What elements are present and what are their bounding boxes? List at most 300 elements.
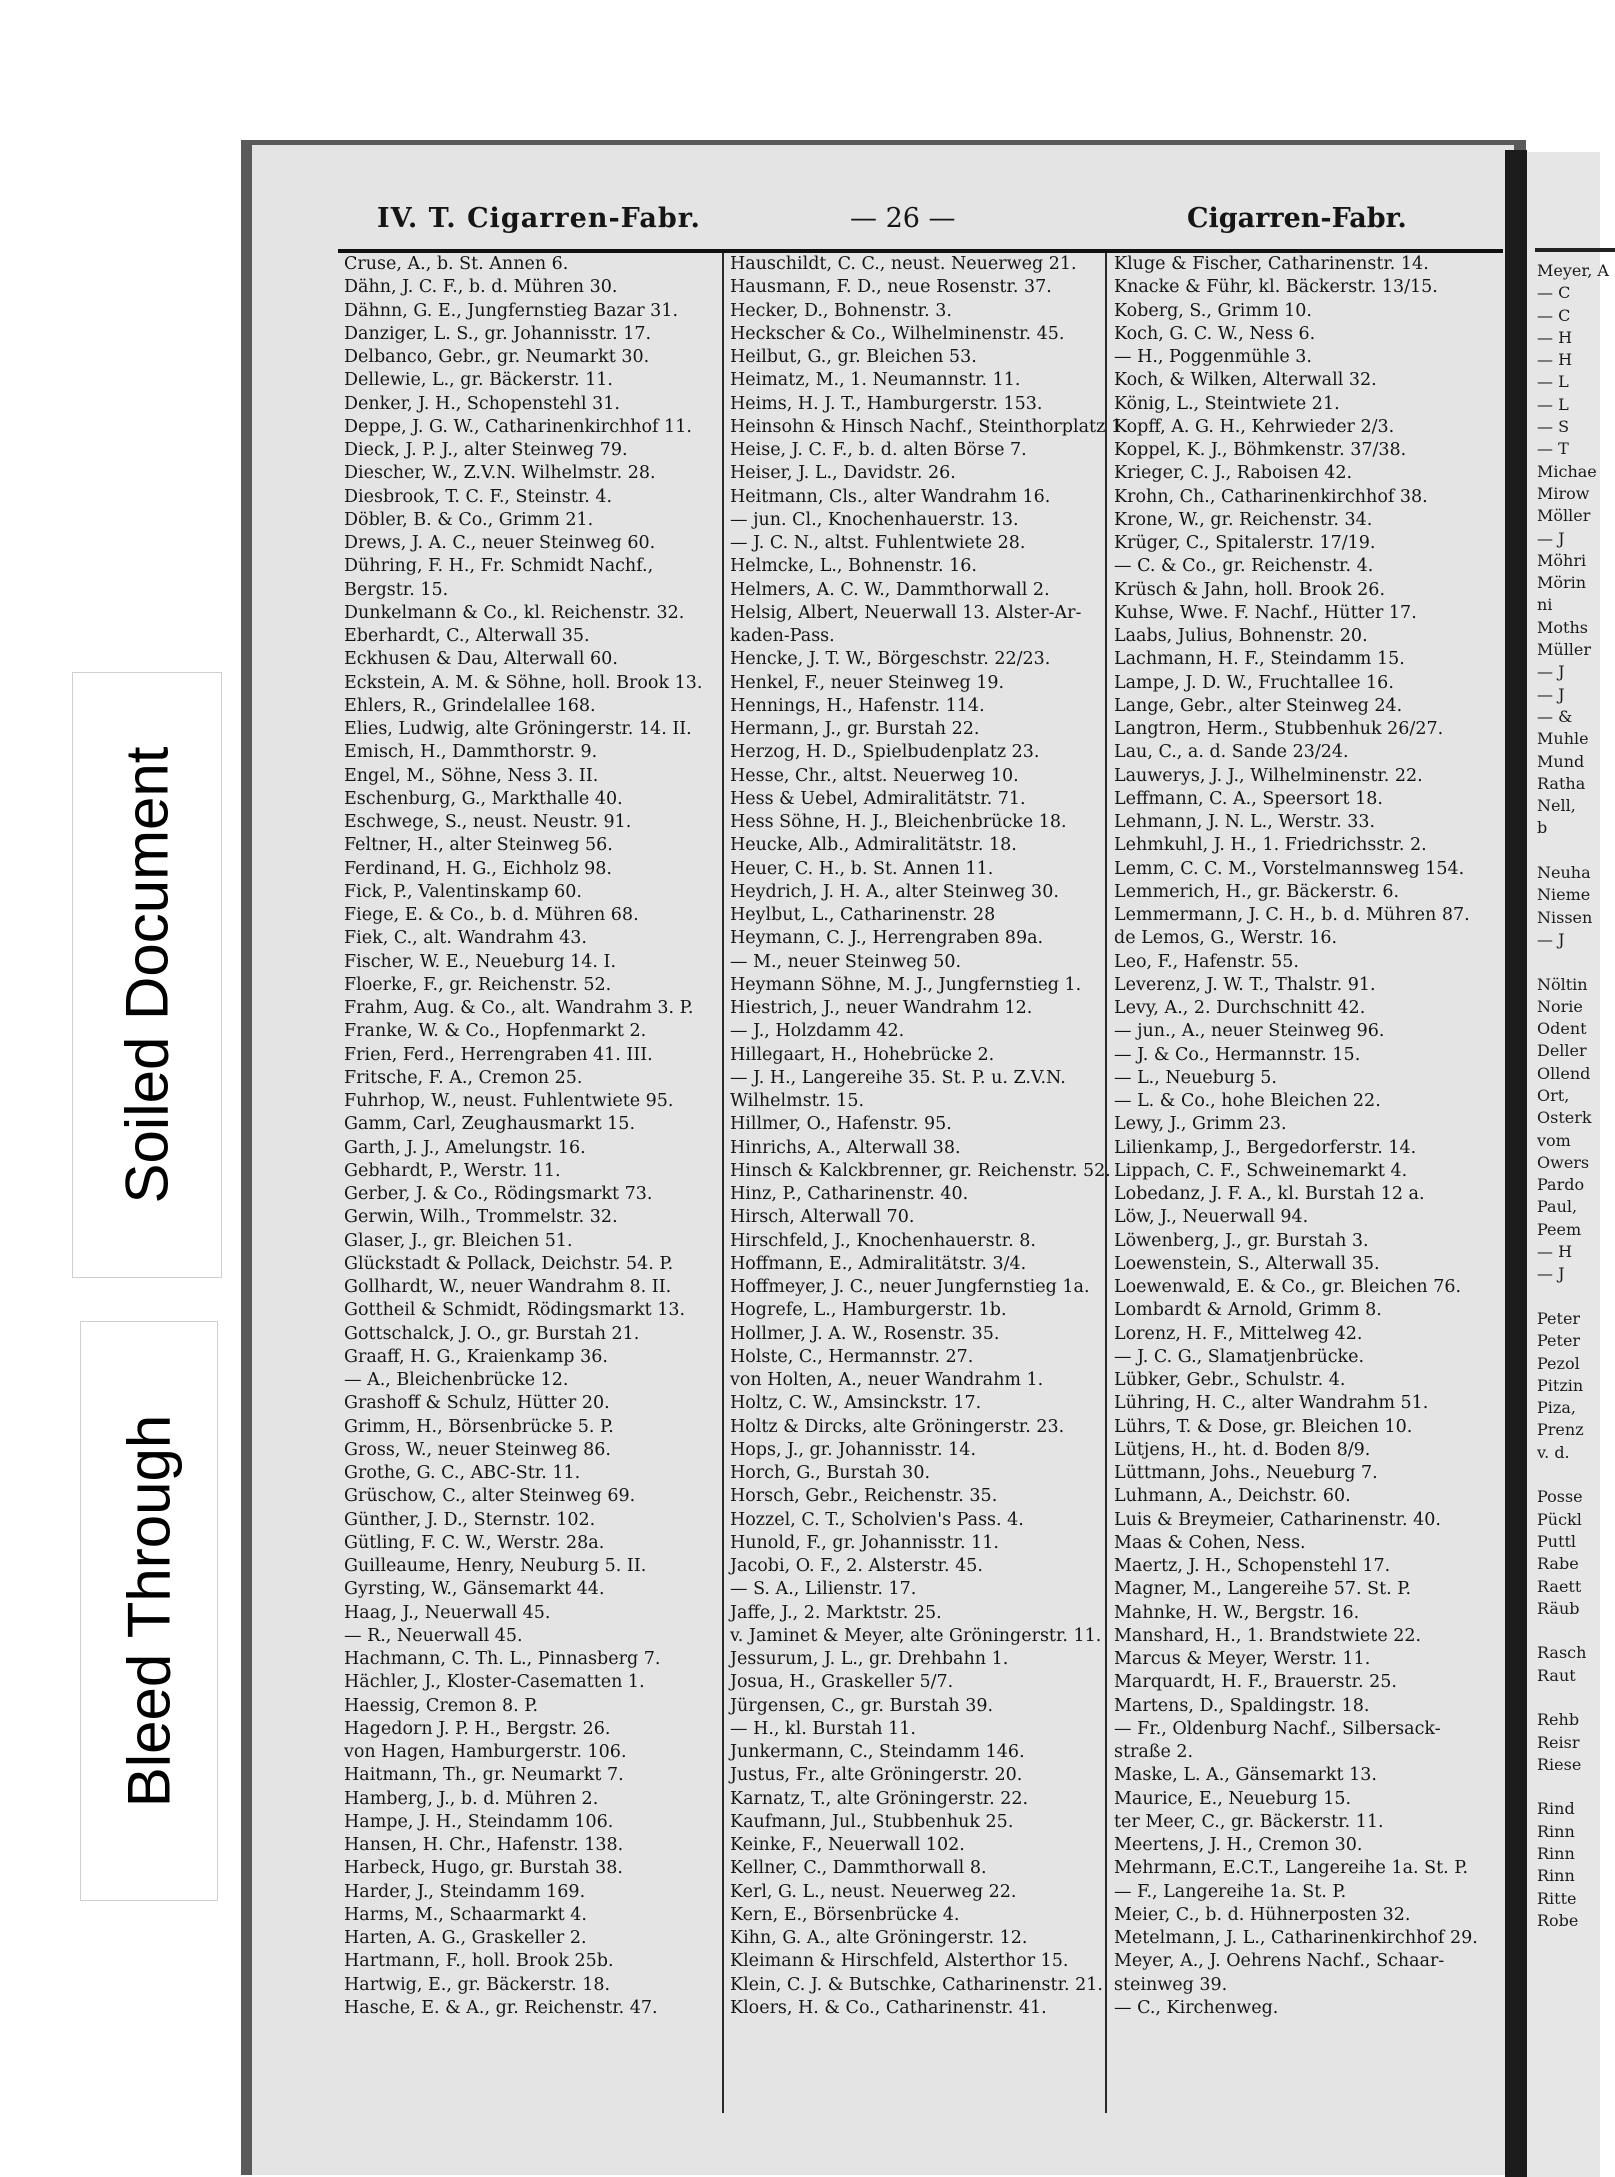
book-page	[252, 145, 1514, 2175]
directory-entry: Haessig, Cremon 8. P.	[344, 1695, 539, 1716]
adjacent-page-entry: Odent	[1537, 1019, 1587, 1039]
adjacent-page-entry: Rinn	[1537, 1844, 1575, 1864]
directory-entry: Marcus & Meyer, Werstr. 11.	[1114, 1649, 1371, 1669]
directory-entry: Heucke, Alb., Admiralitätstr. 18.	[730, 835, 1017, 856]
directory-entry: Lemmerich, H., gr. Bäckerstr. 6.	[1114, 881, 1400, 902]
adjacent-page-entry: Moths	[1537, 617, 1588, 637]
directory-entry: Kluge & Fischer, Catharinenstr. 14.	[1114, 254, 1429, 274]
directory-entry: Hops, J., gr. Johannisstr. 14.	[730, 1439, 977, 1460]
directory-entry: Lachmann, H. F., Steindamm 15.	[1114, 649, 1405, 670]
directory-entry: Wilhelmstr. 15.	[730, 1091, 865, 1111]
directory-entry: Frahm, Aug. & Co., alt. Wandrahm 3. P.	[344, 998, 694, 1018]
adjacent-page-rule	[1535, 248, 1615, 252]
adjacent-page-entry: — L	[1537, 372, 1569, 392]
directory-entry: Hoffmeyer, J. C., neuer Jungfernstieg 1a.	[730, 1277, 1090, 1297]
directory-entry: — L. & Co., hohe Bleichen 22.	[1114, 1091, 1381, 1111]
directory-entry: Hinz, P., Catharinenstr. 40.	[730, 1184, 969, 1204]
directory-entry: Kleimann & Hirschfeld, Alsterthor 15.	[730, 1951, 1069, 1972]
adjacent-page-entry: Puttl	[1537, 1531, 1577, 1551]
directory-entry: Holste, C., Hermannstr. 27.	[730, 1346, 974, 1367]
adjacent-page-entry: — H	[1537, 327, 1573, 347]
directory-entry: Hillmer, O., Hafenstr. 95.	[730, 1114, 952, 1135]
directory-entry: Lemmermann, J. C. H., b. d. Mühren 87.	[1114, 905, 1470, 925]
directory-entry: — J. C. N., altst. Fuhlentwiete 28.	[730, 533, 1026, 553]
directory-entry: Koch, G. C. W., Ness 6.	[1114, 323, 1316, 344]
directory-entry: Delbanco, Gebr., gr. Neumarkt 30.	[344, 347, 650, 367]
directory-entry: Lilienkamp, J., Bergedorferstr. 14.	[1114, 1137, 1417, 1158]
directory-entry: Helmcke, L., Bohnenstr. 16.	[730, 556, 977, 577]
adjacent-page-entry	[1537, 1687, 1607, 1709]
directory-entry: Meier, C., b. d. Hühnerposten 32.	[1114, 1904, 1411, 1925]
directory-entry: — F., Langereihe 1a. St. P.	[1114, 1881, 1347, 1902]
directory-entry: Heise, J. C. F., b. d. alten Börse 7.	[730, 440, 1027, 460]
adjacent-page-entry: Osterk	[1537, 1108, 1592, 1128]
directory-entry: Mehrmann, E.C.T., Langereihe 1a. St. P.	[1114, 1858, 1469, 1879]
adjacent-page-entry: — J	[1537, 528, 1565, 548]
adjacent-page-entry: Piza,	[1537, 1398, 1576, 1418]
directory-entry: Gamm, Carl, Zeughausmarkt 15.	[344, 1114, 636, 1135]
directory-entry: Gyrsting, W., Gänsemarkt 44.	[344, 1579, 605, 1600]
adjacent-page-entry: vom	[1537, 1130, 1571, 1150]
directory-entry: Dunkelmann & Co., kl. Reichenstr. 32.	[344, 602, 685, 623]
directory-entry: Gerwin, Wilh., Trommelstr. 32.	[344, 1207, 618, 1228]
adjacent-page-entry: — J	[1537, 684, 1565, 704]
adjacent-page-entry: Owers	[1537, 1152, 1590, 1172]
directory-entry: Hiestrich, J., neuer Wandrahm 12.	[730, 998, 1033, 1018]
directory-entry: — C. & Co., gr. Reichenstr. 4.	[1114, 556, 1374, 577]
directory-entry: Krüger, C., Spitalerstr. 17/19.	[1114, 533, 1376, 553]
directory-entry: Hirsch, Alterwall 70.	[730, 1207, 915, 1228]
directory-entry: Jacobi, O. F., 2. Alsterstr. 45.	[730, 1556, 983, 1576]
directory-entry: — M., neuer Steinweg 50.	[730, 951, 962, 972]
adjacent-page-entry	[1537, 1776, 1607, 1798]
directory-entry: Graaff, H. G., Kraienkamp 36.	[344, 1346, 608, 1367]
directory-entry: Hermann, J., gr. Burstah 22.	[730, 719, 980, 739]
directory-entry: Hinsch & Kalckbrenner, gr. Reichenstr. 52.	[730, 1160, 1111, 1181]
directory-column-1	[344, 253, 724, 2020]
directory-entry: — J. & Co., Hermannstr. 15.	[1114, 1044, 1361, 1065]
directory-entry: Fick, P., Valentinskamp 60.	[344, 881, 582, 902]
directory-entry: Hasche, E. & A., gr. Reichenstr. 47.	[344, 1997, 658, 2018]
directory-entry: Kaufmann, Jul., Stubbenhuk 25.	[730, 1811, 1014, 1832]
adjacent-page-entry	[1537, 1464, 1607, 1486]
directory-entry: Heymann, C. J., Herrengraben 89a.	[730, 928, 1044, 949]
directory-entry: Lippach, C. F., Schweinemarkt 4.	[1114, 1160, 1408, 1181]
adjacent-page-entry: Ort,	[1537, 1085, 1570, 1105]
directory-entry: Karnatz, T., alte Gröningerstr. 22.	[730, 1788, 1029, 1809]
adjacent-page	[1527, 152, 1609, 2177]
directory-entry: Krohn, Ch., Catharinenkirchhof 38.	[1114, 486, 1428, 507]
directory-entry: Heitmann, Cls., alter Wandrahm 16.	[730, 486, 1051, 507]
adjacent-page-entry: — &	[1537, 706, 1573, 726]
directory-entry: Bergstr. 15.	[344, 579, 449, 600]
directory-entry: Lübker, Gebr., Schulstr. 4.	[1114, 1370, 1346, 1390]
directory-entry: v. Jaminet & Meyer, alte Gröningerstr. 11.	[730, 1625, 1102, 1646]
directory-entry: Gottschalck, J. O., gr. Burstah 21.	[344, 1323, 640, 1344]
header-section-title: IV. T. Cigarren-Fabr.	[377, 203, 701, 234]
directory-entry: Kerl, G. L., neust. Neuerweg 22.	[730, 1881, 1017, 1902]
adjacent-page-entry: ni	[1537, 595, 1553, 615]
adjacent-page-entry: Michae	[1537, 461, 1597, 481]
directory-entry: Ferdinand, H. G., Eichholz 98.	[344, 858, 612, 879]
directory-entry: Drews, J. A. C., neuer Steinweg 60.	[344, 533, 656, 553]
directory-entry: — Fr., Oldenburg Nachf., Silbersack-	[1114, 1718, 1441, 1739]
directory-entry: Deppe, J. G. W., Catharinenkirchhof 11.	[344, 416, 692, 437]
directory-entry: Engel, M., Söhne, Ness 3. II.	[344, 765, 599, 786]
directory-entry: Helsig, Albert, Neuerwall 13. Alster-Ar-	[730, 602, 1082, 623]
directory-entry: Langtron, Herm., Stubbenhuk 26/27.	[1114, 719, 1444, 739]
directory-entry: Diescher, W., Z.V.N. Wilhelmstr. 28.	[344, 463, 656, 484]
adjacent-page-entry: Ollend	[1537, 1063, 1591, 1083]
directory-entry: Josua, H., Graskeller 5/7.	[730, 1672, 954, 1693]
adjacent-page-entry: Meyer, A	[1537, 261, 1609, 280]
directory-entry: Lampe, J. D. W., Fruchtallee 16.	[1114, 672, 1394, 693]
directory-entry: Lange, Gebr., alter Steinweg 24.	[1114, 695, 1403, 716]
directory-entry: Hoffmann, E., Admiralitätstr. 3/4.	[730, 1253, 1027, 1274]
adjacent-page-entry: Pezol	[1537, 1353, 1580, 1373]
directory-entry: Hesse, Chr., altst. Neuerweg 10.	[730, 765, 1019, 786]
adjacent-page-entry: Rind	[1537, 1799, 1575, 1819]
directory-entry: Lehmann, J. N. L., Werstr. 33.	[1114, 812, 1376, 832]
directory-entry: Döbler, B. & Co., Grimm 21.	[344, 509, 594, 530]
directory-entry: Meyer, A., J. Oehrens Nachf., Schaar-	[1114, 1951, 1445, 1972]
directory-entry: Hansen, H. Chr., Hafenstr. 138.	[344, 1835, 624, 1855]
directory-entry: Hess Söhne, H. J., Bleichenbrücke 18.	[730, 812, 1067, 832]
directory-entry: Heimatz, M., 1. Neumannstr. 11.	[730, 370, 1021, 391]
directory-entry: Lührs, T. & Dose, gr. Bleichen 10.	[1114, 1416, 1413, 1437]
directory-entry: Grimm, H., Börsenbrücke 5. P.	[344, 1416, 614, 1437]
soiled-document-label	[72, 672, 222, 1278]
directory-entry: — J. C. G., Slamatjenbrücke.	[1114, 1346, 1365, 1367]
adjacent-page-entry	[1537, 1620, 1607, 1642]
directory-entry: Haitmann, Th., gr. Neumarkt 7.	[344, 1765, 624, 1786]
directory-entry: Mahnke, H. W., Bergstr. 16.	[1114, 1602, 1360, 1623]
directory-entry: Gütling, F. C. W., Werstr. 28a.	[344, 1532, 605, 1553]
directory-entry: Grothe, G. C., ABC-Str. 11.	[344, 1463, 581, 1483]
directory-entry: Dühring, F. H., Fr. Schmidt Nachf.,	[344, 556, 654, 577]
directory-entry: Koch, & Wilken, Alterwall 32.	[1114, 370, 1377, 391]
directory-entry: Koppel, K. J., Böhmkenstr. 37/38.	[1114, 440, 1407, 460]
adjacent-page-entry: Raut	[1537, 1665, 1576, 1685]
directory-entry: Guilleaume, Henry, Neuburg 5. II.	[344, 1556, 647, 1576]
directory-entry: Löwenberg, J., gr. Burstah 3.	[1114, 1230, 1369, 1251]
directory-entry: Grashoff & Schulz, Hütter 20.	[344, 1393, 610, 1414]
directory-entry: Fuhrhop, W., neust. Fuhlentwiete 95.	[344, 1091, 674, 1111]
directory-entry: Maertz, J. H., Schopenstehl 17.	[1114, 1556, 1391, 1576]
adjacent-page-entry: — J	[1537, 929, 1565, 949]
directory-entry: Knacke & Führ, kl. Bäckerstr. 13/15.	[1114, 277, 1438, 298]
directory-entry: Kern, E., Börsenbrücke 4.	[730, 1904, 960, 1925]
directory-entry: Eckstein, A. M. & Söhne, holl. Brook 13.	[344, 672, 703, 693]
directory-entry: Hogrefe, L., Hamburgerstr. 1b.	[730, 1300, 1007, 1321]
directory-entry: Danziger, L. S., gr. Johannisstr. 17.	[344, 323, 652, 344]
directory-entry: Krüsch & Jahn, holl. Brook 26.	[1114, 579, 1386, 600]
directory-entry: Holtz & Dircks, alte Gröningerstr. 23.	[730, 1416, 1065, 1437]
directory-entry: Metelmann, J. L., Catharinenkirchhof 29.	[1114, 1928, 1478, 1948]
directory-entry: Justus, Fr., alte Gröningerstr. 20.	[730, 1765, 1023, 1786]
directory-entry: Hennings, H., Hafenstr. 114.	[730, 695, 985, 716]
adjacent-page-entry: Raett	[1537, 1576, 1582, 1596]
adjacent-page-entry: Ritte	[1537, 1888, 1577, 1908]
adjacent-page-entry: — C	[1537, 283, 1571, 303]
directory-entry: Harten, A. G., Graskeller 2.	[344, 1928, 587, 1948]
directory-entry: Heims, H. J. T., Hamburgerstr. 153.	[730, 393, 1043, 414]
directory-entry: Fiege, E. & Co., b. d. Mühren 68.	[344, 905, 639, 925]
adjacent-page-entry: Nieme	[1537, 885, 1591, 905]
directory-entry: Hunold, F., gr. Johannisstr. 11.	[730, 1532, 999, 1553]
directory-entry: König, L., Steintwiete 21.	[1114, 393, 1340, 414]
directory-entry: Eckhusen & Dau, Alterwall 60.	[344, 649, 618, 670]
directory-entry: — L., Neueburg 5.	[1114, 1067, 1277, 1088]
directory-entry: Loewenstein, S., Alterwall 35.	[1114, 1253, 1380, 1274]
directory-entry: Kihn, G. A., alte Gröningerstr. 12.	[730, 1928, 1028, 1948]
directory-entry: Hess & Uebel, Admiralitätstr. 71.	[730, 788, 1026, 809]
directory-entry: Gottheil & Schmidt, Rödingsmarkt 13.	[344, 1300, 686, 1321]
directory-entry: Gebhardt, P., Werstr. 11.	[344, 1160, 561, 1181]
directory-entry: Hachmann, C. Th. L., Pinnasberg 7.	[344, 1649, 661, 1669]
adjacent-page-entry: b	[1537, 818, 1548, 838]
directory-entry: Luhmann, A., Deichstr. 60.	[1114, 1486, 1351, 1507]
directory-entry: Eschenburg, G., Markthalle 40.	[344, 788, 623, 809]
adjacent-page-entry: Pitzin	[1537, 1375, 1584, 1395]
directory-entry: Hecker, D., Bohnenstr. 3.	[730, 300, 952, 321]
adjacent-page-entry: Rabe	[1537, 1554, 1579, 1574]
directory-entry: Hausmann, F. D., neue Rosenstr. 37.	[730, 277, 1052, 298]
adjacent-page-entry	[1537, 840, 1607, 862]
adjacent-page-entry: Deller	[1537, 1041, 1587, 1061]
directory-entry: — jun., A., neuer Steinweg 96.	[1114, 1021, 1385, 1042]
directory-entry: Krieger, C. J., Raboisen 42.	[1114, 463, 1353, 484]
directory-entry: Gollhardt, W., neuer Wandrahm 8. II.	[344, 1277, 672, 1297]
directory-entry: Magner, M., Langereihe 57. St. P.	[1114, 1579, 1412, 1600]
directory-entry: Floerke, F., gr. Reichenstr. 52.	[344, 974, 612, 995]
adjacent-page-entry: Muhle	[1537, 729, 1589, 749]
directory-entry: Junkermann, C., Steindamm 146.	[730, 1742, 1025, 1762]
directory-entry: steinweg 39.	[1114, 1974, 1228, 1995]
directory-entry: Kuhse, Wwe. F. Nachf., Hütter 17.	[1114, 602, 1417, 623]
adjacent-page-entry: — H	[1537, 350, 1573, 370]
adjacent-page-entry: Rehb	[1537, 1710, 1580, 1730]
directory-entry: Horsch, Gebr., Reichenstr. 35.	[730, 1486, 998, 1507]
directory-entry: Haag, J., Neuerwall 45.	[344, 1602, 551, 1623]
directory-entry: Emisch, H., Dammthorstr. 9.	[344, 742, 598, 763]
directory-entry: Jürgensen, C., gr. Burstah 39.	[730, 1695, 994, 1716]
bleed-through-label	[80, 1321, 218, 1901]
adjacent-page-entry: — L	[1537, 394, 1569, 414]
directory-entry: Ehlers, R., Grindelallee 168.	[344, 695, 596, 716]
directory-entry: Horch, G., Burstah 30.	[730, 1463, 931, 1483]
directory-entry: Henkel, F., neuer Steinweg 19.	[730, 672, 1005, 693]
adjacent-page-entry: Ratha	[1537, 773, 1586, 793]
directory-entry: Luis & Breymeier, Catharinenstr. 40.	[1114, 1509, 1441, 1530]
adjacent-page-entry: Peem	[1537, 1219, 1582, 1239]
directory-entry: Manshard, H., 1. Brandstwiete 22.	[1114, 1625, 1422, 1646]
directory-entry: Fischer, W. E., Neueburg 14. I.	[344, 951, 617, 972]
directory-entry: Jessurum, J. L., gr. Drehbahn 1.	[730, 1649, 1009, 1669]
adjacent-page-entry: — C	[1537, 305, 1571, 325]
directory-entry: Heckscher & Co., Wilhelminenstr. 45.	[730, 323, 1065, 344]
page-binding-edge	[1505, 150, 1527, 2177]
adjacent-page-entry: Nell,	[1537, 796, 1576, 816]
directory-entry: Kellner, C., Dammthorwall 8.	[730, 1858, 987, 1879]
header-running-title: Cigarren-Fabr.	[1187, 203, 1407, 234]
directory-entry: Hächler, J., Kloster-Casematten 1.	[344, 1672, 645, 1693]
directory-entry: kaden-Pass.	[730, 626, 835, 646]
directory-entry: Glaser, J., gr. Bleichen 51.	[344, 1230, 573, 1251]
directory-entry: Heylbut, L., Catharinenstr. 28	[730, 905, 996, 925]
directory-entry: Dähnn, G. E., Jungfernstieg Bazar 31.	[344, 300, 679, 321]
directory-entry: Fiek, C., alt. Wandrahm 43.	[344, 928, 587, 949]
directory-entry: Kopff, A. G. H., Kehrwieder 2/3.	[1114, 416, 1395, 437]
adjacent-page-entry: Prenz	[1537, 1420, 1584, 1440]
directory-entry: ter Meer, C., gr. Bäckerstr. 11.	[1114, 1811, 1384, 1832]
adjacent-page-entry: Peter	[1537, 1331, 1581, 1351]
directory-entry: Eberhardt, C., Alterwall 35.	[344, 626, 590, 646]
adjacent-page-entry: — T	[1537, 439, 1569, 459]
directory-entry: Koberg, S., Grimm 10.	[1114, 300, 1312, 321]
directory-entry: von Holten, A., neuer Wandrahm 1.	[730, 1370, 1044, 1390]
directory-entry: Heinsohn & Hinsch Nachf., Steinthorplatz 1.	[730, 416, 1128, 437]
directory-entry: Denker, J. H., Schopenstehl 31.	[344, 393, 620, 414]
directory-entry: Grüschow, C., alter Steinweg 69.	[344, 1486, 636, 1507]
directory-entry: — J. H., Langereihe 35. St. P. u. Z.V.N.	[730, 1067, 1066, 1088]
adjacent-page-entry: Neuha	[1537, 863, 1591, 883]
directory-entry: Lüttmann, Johs., Neueburg 7.	[1114, 1463, 1378, 1483]
adjacent-page-entry: Räub	[1537, 1598, 1580, 1618]
directory-entry: Fritsche, F. A., Cremon 25.	[344, 1067, 583, 1088]
directory-entry: Hollmer, J. A. W., Rosenstr. 35.	[730, 1323, 1000, 1344]
adjacent-page-entry: Pardo	[1537, 1175, 1585, 1195]
directory-entry: Lauwerys, J. J., Wilhelminenstr. 22.	[1114, 765, 1423, 786]
adjacent-page-entry: Mirow	[1537, 483, 1590, 503]
directory-entry: Maurice, E., Neueburg 15.	[1114, 1788, 1352, 1809]
adjacent-page-entry: — J	[1537, 662, 1565, 682]
adjacent-page-entry: Rinn	[1537, 1821, 1575, 1841]
directory-entry: — J., Holzdamm 42.	[730, 1021, 905, 1042]
directory-entry: Krone, W., gr. Reichenstr. 34.	[1114, 509, 1373, 530]
directory-entry: Keinke, F., Neuerwall 102.	[730, 1835, 965, 1855]
directory-entry: — C., Kirchenweg.	[1114, 1997, 1279, 2018]
directory-entry: Lühring, H. C., alter Wandrahm 51.	[1114, 1393, 1429, 1414]
directory-entry: Hencke, J. T. W., Börgeschstr. 22/23.	[730, 649, 1051, 670]
adjacent-page-entry: Rasch	[1537, 1643, 1587, 1663]
directory-entry: Löw, J., Neuerwall 94.	[1114, 1207, 1309, 1228]
directory-entry: Hampe, J. H., Steindamm 106.	[344, 1811, 614, 1832]
directory-entry: Hozzel, C. T., Scholvien's Pass. 4.	[730, 1509, 1024, 1530]
directory-entry: Marquardt, H. F., Brauerstr. 25.	[1114, 1672, 1397, 1693]
directory-entry: Maas & Cohen, Ness.	[1114, 1532, 1306, 1553]
directory-entry: Harbeck, Hugo, gr. Burstah 38.	[344, 1858, 623, 1879]
directory-entry: Helmers, A. C. W., Dammthorwall 2.	[730, 579, 1050, 600]
directory-entry: Hillegaart, H., Hohebrücke 2.	[730, 1044, 995, 1065]
directory-entry: Dellewie, L., gr. Bäckerstr. 11.	[344, 370, 613, 391]
directory-entry: — R., Neuerwall 45.	[344, 1625, 523, 1646]
directory-entry: Heymann Söhne, M. J., Jungfernstieg 1.	[730, 974, 1082, 995]
directory-entry: Heiser, J. L., Davidstr. 26.	[730, 463, 956, 484]
directory-entry: straße 2.	[1114, 1742, 1194, 1762]
directory-entry: Frien, Ferd., Herrengraben 41. III.	[344, 1044, 653, 1065]
directory-entry: Franke, W. & Co., Hopfenmarkt 2.	[344, 1021, 647, 1042]
directory-entry: Feltner, H., alter Steinweg 56.	[344, 835, 613, 856]
directory-entry: — jun. Cl., Knochenhauerstr. 13.	[730, 509, 1019, 530]
directory-entry: Martens, D., Spaldingstr. 18.	[1114, 1695, 1370, 1716]
directory-entry: — S. A., Lilienstr. 17.	[730, 1579, 917, 1600]
directory-entry: Gross, W., neuer Steinweg 86.	[344, 1439, 611, 1460]
directory-entry: Eschwege, S., neust. Neustr. 91.	[344, 812, 632, 832]
page-header	[252, 203, 1514, 243]
adjacent-page-entry: Riese	[1537, 1754, 1582, 1774]
adjacent-page-entry: Mörin	[1537, 573, 1587, 593]
adjacent-page-entry	[1537, 951, 1607, 973]
directory-entry: Leo, F., Hafenstr. 55.	[1114, 951, 1299, 972]
directory-entry: Hartwig, E., gr. Bäckerstr. 18.	[344, 1974, 611, 1995]
adjacent-page-entry: Reisr	[1537, 1732, 1580, 1752]
soiled-document-text: Soiled Document	[113, 746, 181, 1204]
directory-entry: Maske, L. A., Gänsemarkt 13.	[1114, 1765, 1377, 1786]
bleed-through-text: Bleed Through	[115, 1414, 183, 1808]
directory-entry: Lau, C., a. d. Sande 23/24.	[1114, 742, 1349, 763]
directory-entry: Lemm, C. C. M., Vorstelmannsweg 154.	[1114, 858, 1465, 879]
adjacent-page-entry: — H	[1537, 1242, 1573, 1262]
adjacent-page-entry: Norie	[1537, 996, 1583, 1016]
directory-entry: Günther, J. D., Sternstr. 102.	[344, 1509, 596, 1530]
directory-entry: Hauschildt, C. C., neust. Neuerweg 21.	[730, 254, 1077, 274]
adjacent-page-entry: v. d.	[1537, 1442, 1570, 1462]
directory-entry: Garth, J. J., Amelungstr. 16.	[344, 1137, 586, 1158]
directory-entry: Herzog, H. D., Spielbudenplatz 23.	[730, 742, 1040, 763]
directory-entry: de Lemos, G., Werstr. 16.	[1114, 928, 1338, 949]
directory-entry: — H., Poggenmühle 3.	[1114, 347, 1312, 367]
directory-entry: Hinrichs, A., Alterwall 38.	[730, 1137, 961, 1158]
adjacent-page-entry: Möller	[1537, 506, 1591, 526]
directory-entry: Holtz, C. W., Amsinckstr. 17.	[730, 1393, 982, 1414]
adjacent-page-entry: Paul,	[1537, 1197, 1578, 1217]
directory-entry: Dieck, J. P. J., alter Steinweg 79.	[344, 440, 628, 460]
directory-entry: Hartmann, F., holl. Brook 25b.	[344, 1951, 614, 1972]
directory-entry: Glückstadt & Pollack, Deichstr. 54. P.	[344, 1253, 674, 1274]
directory-entry: Heilbut, G., gr. Bleichen 53.	[730, 347, 977, 367]
directory-entry: Leffmann, C. A., Speersort 18.	[1114, 788, 1383, 809]
directory-entry: Loewenwald, E. & Co., gr. Bleichen 76.	[1114, 1277, 1462, 1297]
directory-entry: — H., kl. Burstah 11.	[730, 1718, 916, 1739]
directory-entry: Levy, A., 2. Durchschnitt 42.	[1114, 998, 1366, 1018]
directory-entry: Meertens, J. H., Cremon 30.	[1114, 1835, 1363, 1855]
directory-entry: Leverenz, J. W. T., Thalstr. 91.	[1114, 974, 1376, 995]
directory-entry: Heuer, C. H., b. St. Annen 11.	[730, 858, 994, 879]
directory-entry: Gerber, J. & Co., Rödingsmarkt 73.	[344, 1184, 653, 1204]
adjacent-page-entry: Möhri	[1537, 550, 1587, 570]
directory-entry: Lehmkuhl, J. H., 1. Friedrichsstr. 2.	[1114, 835, 1427, 856]
directory-entry: — A., Bleichenbrücke 12.	[344, 1370, 569, 1390]
adjacent-page-entry: Müller	[1537, 640, 1592, 660]
directory-entry: Harms, M., Schaarmarkt 4.	[344, 1904, 587, 1925]
directory-column-3	[1114, 253, 1504, 2020]
directory-entry: Hamberg, J., b. d. Mühren 2.	[344, 1788, 599, 1809]
adjacent-page-entry: Robe	[1537, 1910, 1579, 1930]
adjacent-page-column	[1537, 260, 1607, 1932]
directory-entry: Jaffe, J., 2. Marktstr. 25.	[730, 1602, 942, 1623]
adjacent-page-entry: Rinn	[1537, 1866, 1575, 1886]
directory-entry: Hagedorn J. P. H., Bergstr. 26.	[344, 1718, 611, 1739]
directory-entry: Dähn, J. C. F., b. d. Mühren 30.	[344, 277, 618, 298]
directory-entry: Heydrich, J. H. A., alter Steinweg 30.	[730, 881, 1059, 902]
directory-entry: Hirschfeld, J., Knochenhauerstr. 8.	[730, 1230, 1036, 1251]
page-number: — 26 —	[850, 203, 956, 234]
adjacent-page-entry: — J	[1537, 1264, 1565, 1284]
directory-entry: Lombardt & Arnold, Grimm 8.	[1114, 1300, 1382, 1321]
adjacent-page-entry: Nissen	[1537, 907, 1593, 927]
adjacent-page-entry: Pückl	[1537, 1509, 1582, 1529]
